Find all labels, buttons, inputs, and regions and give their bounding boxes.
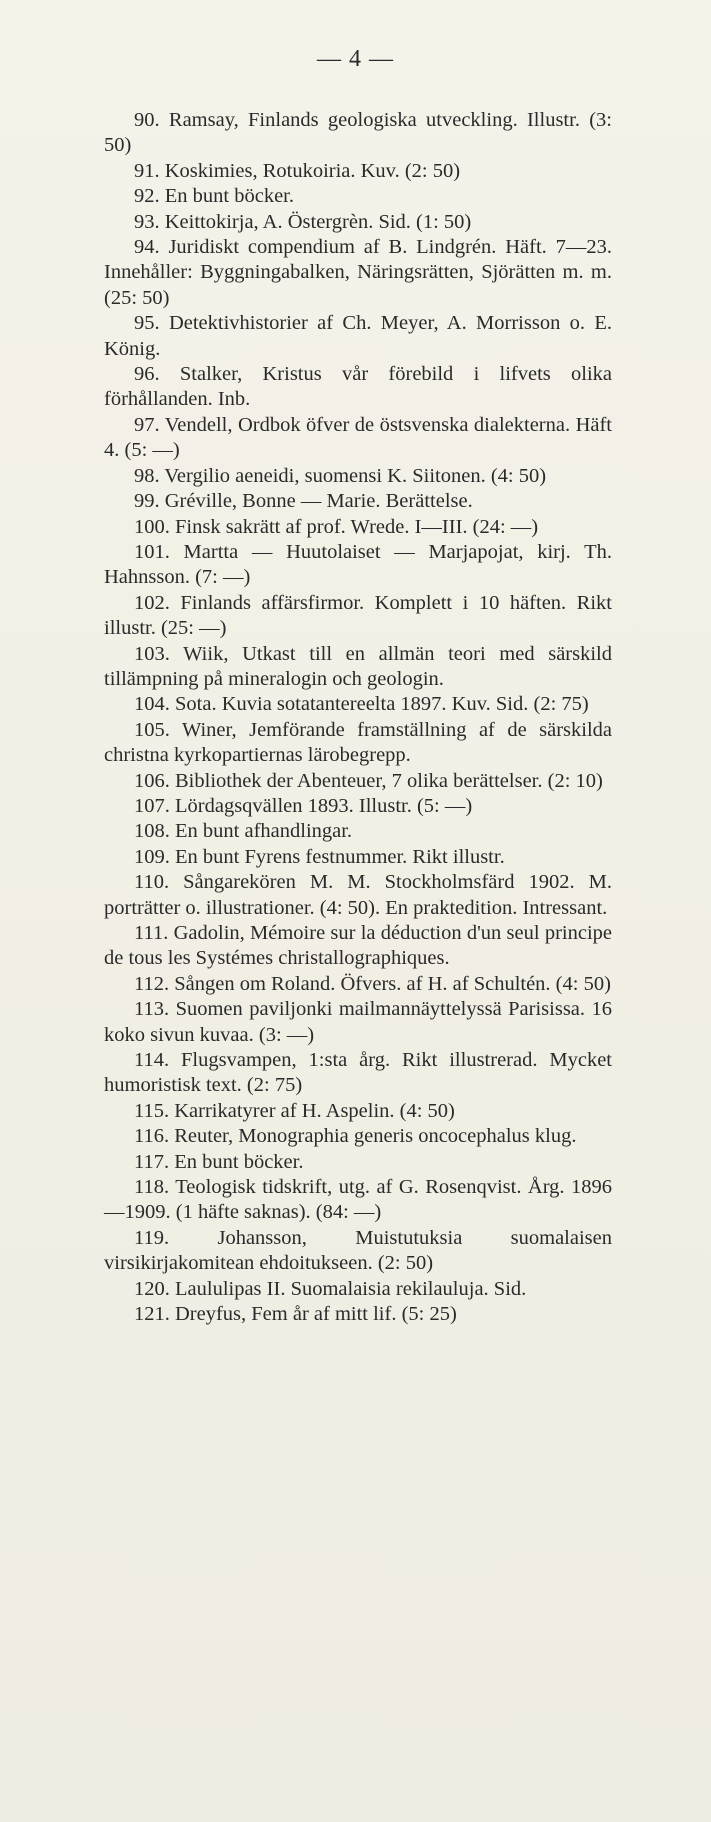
- catalog-entry: 112. Sången om Roland. Öfvers. af H. af Schultén. (4: 50): [134, 972, 611, 995]
- catalog-entry: 103. Wiik, Utkast till en allmän teori med särskild tillämpning på mineralogin och geologin.: [104, 642, 612, 690]
- catalog-entry: 104. Sota. Kuvia sotatantereelta 1897. Kuv. Sid. (2: 75): [134, 693, 589, 716]
- catalog-entry: 111. Gadolin, Mémoire sur la déduction d'un seul principe de tous les Systémes christallographiques.: [104, 922, 612, 970]
- catalog-entry: 116. Reuter, Monographia generis oncocephalus klug.: [134, 1125, 577, 1148]
- catalog-entry: 119. Johansson, Muistutuksia suomalaisen virsikirjakomitean ehdoitukseen. (2: 50): [104, 1226, 612, 1275]
- catalog-entry: 91. Koskimies, Rotukoiria. Kuv. (2: 50): [134, 159, 461, 182]
- catalog-entry: 118. Teologisk tidskrift, utg. af G. Rosenqvist. Årg. 1896—1909. (1 häfte saknas). (84: —): [104, 1176, 612, 1224]
- catalog-entry: 94. Juridiskt compendium af B. Lindgrén. Häft. 7—23. Innehåller: Byggningabalken, Näringsrätten, Sjörätten m. m. (25: 50): [104, 236, 612, 309]
- catalog-entry: 109. En bunt Fyrens festnummer. Rikt illustr.: [134, 845, 505, 868]
- catalog-entry: 90. Ramsay, Finlands geologiska utveckling. Illustr. (3: 50): [104, 109, 612, 157]
- catalog-entry: 107. Lördagsqvällen 1893. Illustr. (5: —): [134, 794, 473, 817]
- catalog-entry: 98. Vergilio aeneidi, suomensi K. Siitonen. (4: 50): [134, 464, 547, 487]
- catalog-entry: 110. Sångarekören M. M. Stockholmsfärd 1902. M. porträtter o. illustrationer. (4: 50). En praktedition. Intressant.: [104, 871, 612, 919]
- catalog-entry: 100. Finsk sakrätt af prof. Wrede. I—III. (24: —): [134, 515, 539, 538]
- catalog-entry: 99. Gréville, Bonne — Marie. Berättelse.: [134, 490, 473, 513]
- catalog-entry: 92. En bunt böcker.: [134, 185, 294, 208]
- catalog-entry: 108. En bunt afhandlingar.: [134, 820, 353, 843]
- catalog-entry: 95. Detektivhistorier af Ch. Meyer, A. Morrisson o. E. König.: [104, 312, 612, 360]
- page-number: — 4 —: [317, 46, 394, 72]
- catalog-entry: 106. Bibliothek der Abenteuer, 7 olika berättelser. (2: 10): [134, 769, 603, 792]
- catalog-entry: 105. Winer, Jemförande framställning af de särskilda christna kyrkopartiernas lärobegrepp.: [104, 718, 612, 767]
- catalog-entry: 96. Stalker, Kristus vår förebild i lifvets olika förhållanden. Inb.: [104, 363, 612, 411]
- catalog-entry: 101. Martta — Huutolaiset — Marjapojat, kirj. Th. Hahnsson. (7: —): [104, 540, 612, 589]
- catalog-entry: 115. Karrikatyrer af H. Aspelin. (4: 50): [134, 1099, 455, 1122]
- catalog-entry: 102. Finlands affärsfirmor. Komplett i 10 häften. Rikt illustr. (25: —): [104, 591, 612, 640]
- catalog-entry: 114. Flugsvampen, 1:sta årg. Rikt illustrerad. Mycket humoristisk text. (2: 75): [104, 1049, 612, 1097]
- catalog-entry: 113. Suomen paviljonki mailmannäyttelyssä Parisissa. 16 koko sivun kuvaa. (3: —): [104, 998, 612, 1046]
- catalog-entry: 121. Dreyfus, Fem år af mitt lif. (5: 25): [134, 1303, 457, 1326]
- catalog-entry: 120. Laululipas II. Suomalaisia rekilauluja. Sid.: [134, 1277, 527, 1300]
- catalog-entry: 93. Keittokirja, A. Östergrèn. Sid. (1: 50): [134, 210, 472, 233]
- catalog-entry: 97. Vendell, Ordbok öfver de östsvenska dialekterna. Häft 4. (5: —): [104, 413, 612, 462]
- catalog-entry: 117. En bunt böcker.: [134, 1150, 304, 1173]
- catalog-entries: [104, 108, 612, 1328]
